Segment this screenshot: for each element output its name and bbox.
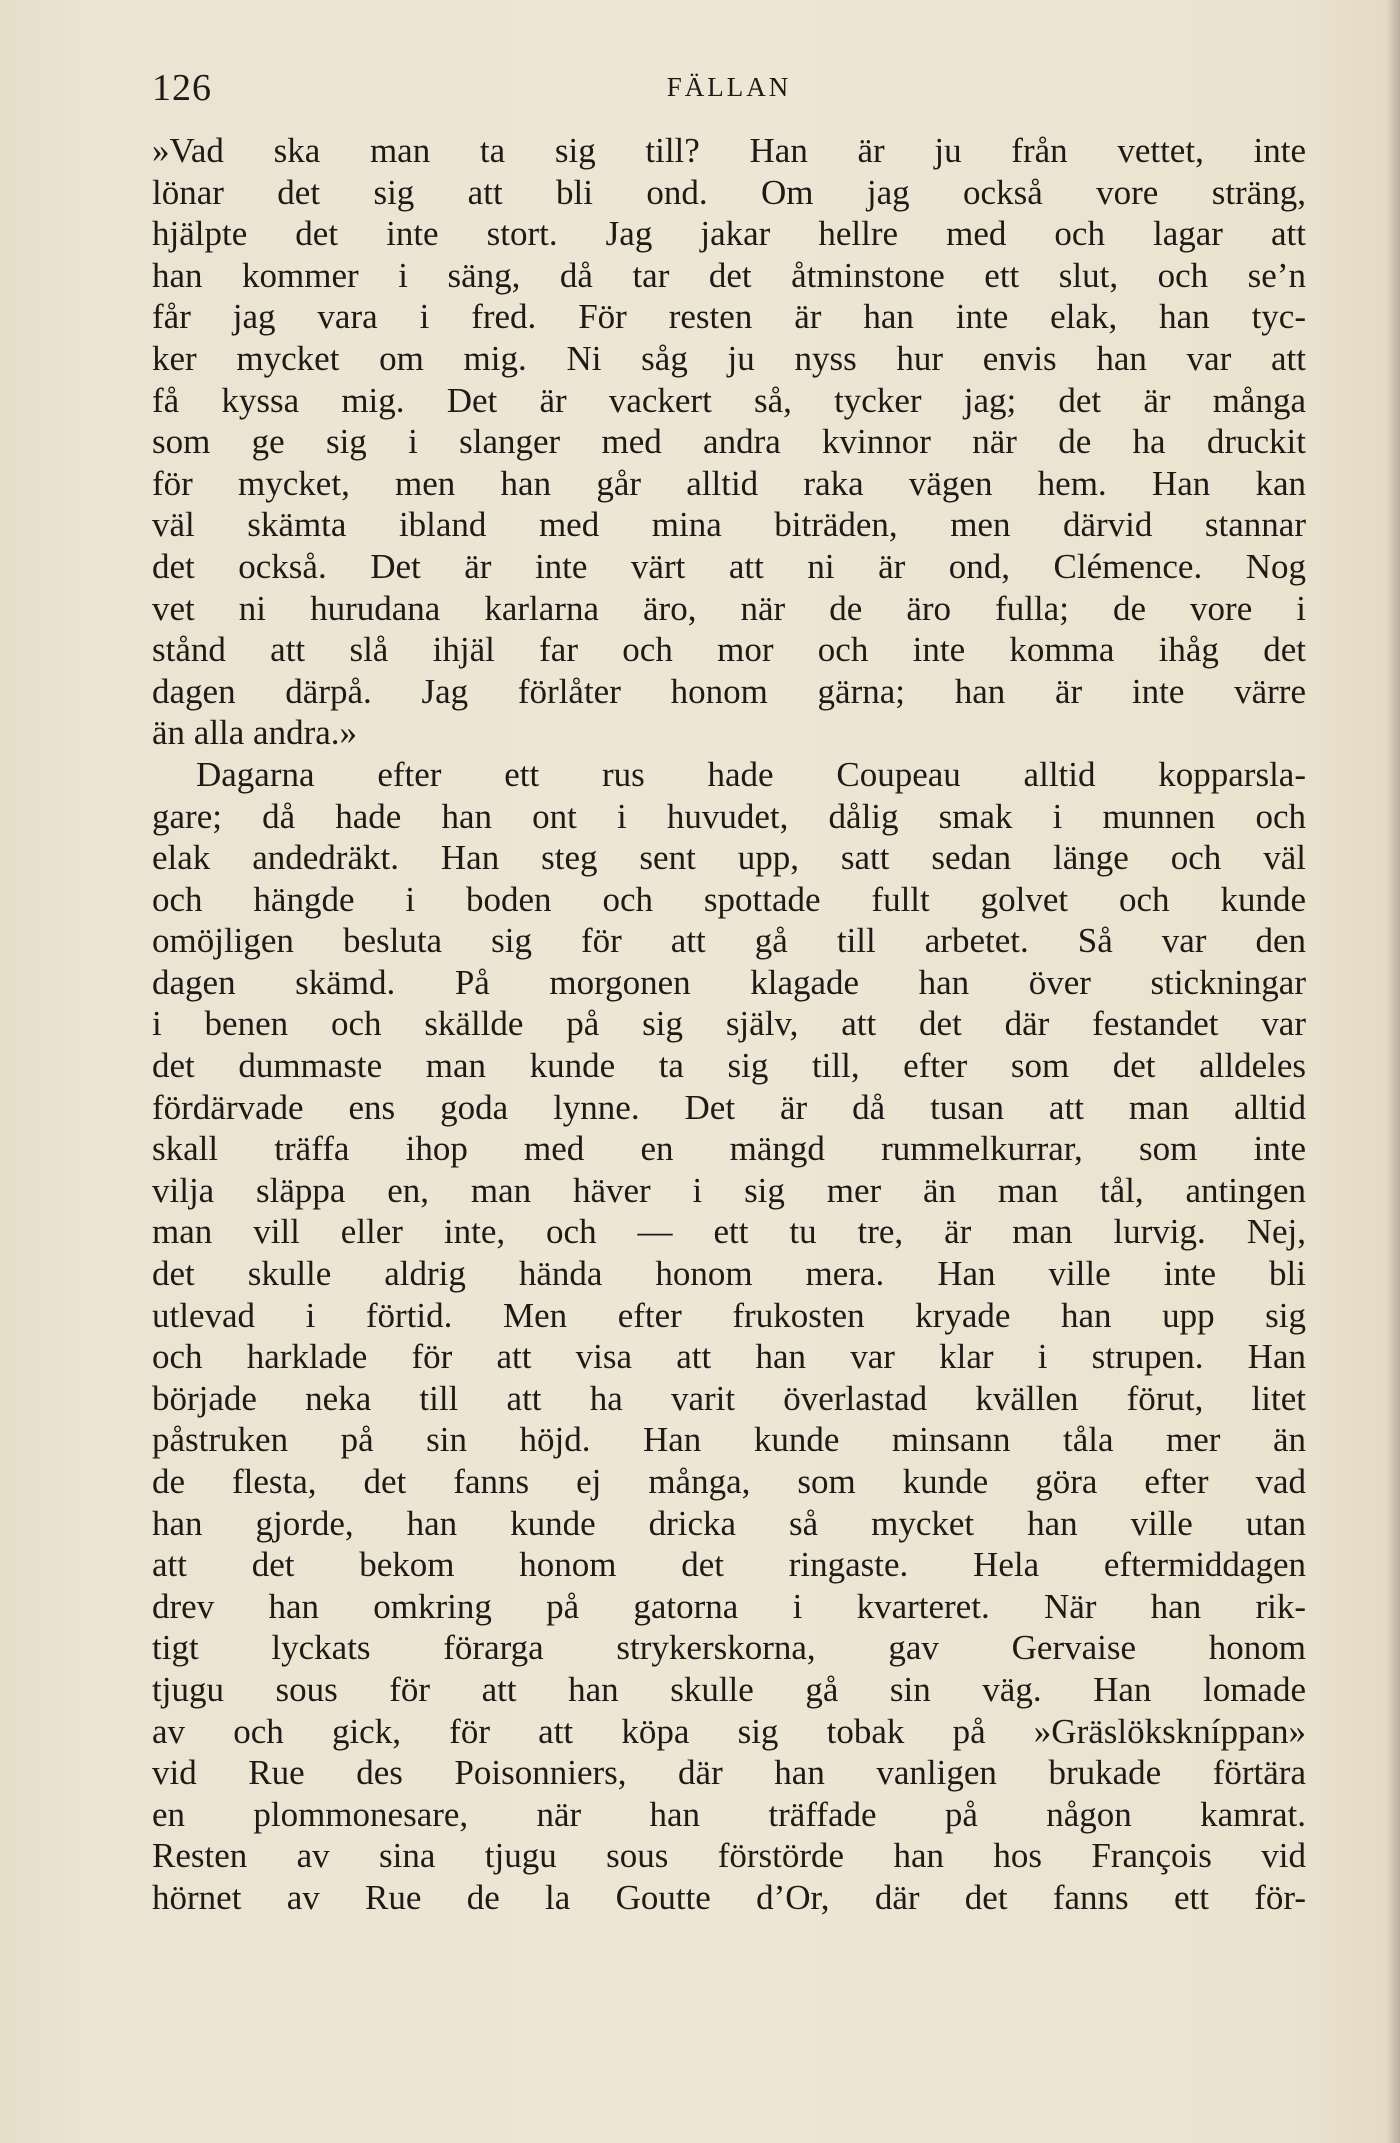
- text-line: får jag vara i fred. För resten är han inte elak, han tyc-: [152, 297, 1306, 337]
- text-line: än alla andra.»: [152, 713, 358, 753]
- text-line: började neka till att ha varit överlastad kvällen förut, litet: [152, 1378, 1306, 1418]
- text-line: en plommonesare, när han träffade på någon kamrat.: [152, 1794, 1306, 1834]
- text-line: Dagarna efter ett rus hade Coupeau alltid kopparsla-: [196, 754, 1306, 794]
- text-line: påstruken på sin höjd. Han kunde minsann tåla mer än: [152, 1420, 1306, 1460]
- text-line: utlevad i förtid. Men efter frukosten kryade han upp sig: [152, 1295, 1306, 1335]
- text-line: vilja släppa en, man häver i sig mer än man tål, antingen: [152, 1170, 1306, 1210]
- text-line: som ge sig i slanger med andra kvinnor när de ha druckit: [152, 422, 1306, 462]
- text-line: vid Rue des Poisonniers, där han vanligen brukade förtära: [152, 1753, 1306, 1793]
- text-line: han gjorde, han kunde dricka så mycket han ville utan: [152, 1503, 1306, 1543]
- text-line: och hängde i boden och spottade fullt golvet och kunde: [152, 879, 1306, 919]
- body-text: [152, 130, 1306, 1919]
- text-line: elak andedräkt. Han steg sent upp, satt sedan länge och väl: [152, 838, 1306, 878]
- text-line: för mycket, men han går alltid raka vägen hem. Han kan: [152, 463, 1306, 503]
- text-line: Resten av sina tjugu sous förstörde han hos François vid: [152, 1836, 1306, 1876]
- running-title: FÄLLAN: [666, 72, 792, 102]
- text-line: fördärvade ens goda lynne. Det är då tusan att man alltid: [152, 1087, 1306, 1127]
- text-line: omöjligen besluta sig för att gå till arbetet. Så var den: [152, 921, 1306, 961]
- text-line: och harklade för att visa att han var klar i strupen. Han: [152, 1337, 1306, 1377]
- text-line: väl skämta ibland med mina biträden, men därvid stannar: [152, 505, 1306, 545]
- text-line: det också. Det är inte värt att ni är ond, Clémence. Nog: [152, 546, 1306, 586]
- text-line: det skulle aldrig hända honom mera. Han ville inte bli: [152, 1254, 1306, 1294]
- text-line: drev han omkring på gatorna i kvarteret. När han rik-: [152, 1586, 1306, 1626]
- text-line: dagen därpå. Jag förlåter honom gärna; han är inte värre: [152, 671, 1306, 711]
- text-line: dagen skämd. På morgonen klagade han över stickningar: [152, 962, 1306, 1002]
- text-line: stånd att slå ihjäl far och mor och inte komma ihåg det: [152, 630, 1306, 670]
- text-line: han kommer i säng, då tar det åtminstone ett slut, och se’n: [152, 255, 1306, 295]
- text-line: få kyssa mig. Det är vackert så, tycker jag; det är många: [152, 380, 1306, 420]
- page-number: 126: [152, 67, 212, 109]
- text-line: hörnet av Rue de la Goutte d’Or, där det fanns ett för-: [152, 1877, 1306, 1917]
- text-line: vet ni hurudana karlarna äro, när de äro fulla; de vore i: [152, 588, 1306, 628]
- text-line: det dummaste man kunde ta sig till, efter som det alldeles: [152, 1046, 1306, 1086]
- text-line: av och gick, för att köpa sig tobak på »Gräslökskníppan»: [152, 1711, 1306, 1751]
- text-line: ker mycket om mig. Ni såg ju nyss hur envis han var att: [152, 338, 1306, 378]
- running-head: [152, 66, 1306, 116]
- page-edge-shadow: [1386, 0, 1400, 2143]
- text-line: tigt lyckats förarga strykerskorna, gav Gervaise honom: [152, 1628, 1306, 1668]
- text-line: skall träffa ihop med en mängd rummelkurrar, som inte: [152, 1129, 1306, 1169]
- text-line: man vill eller inte, och — ett tu tre, är man lurvig. Nej,: [152, 1212, 1306, 1252]
- text-line: hjälpte det inte stort. Jag jakar hellre med och lagar att: [152, 214, 1306, 254]
- text-line: de flesta, det fanns ej många, som kunde göra efter vad: [152, 1462, 1306, 1501]
- text-line: att det bekom honom det ringaste. Hela eftermiddagen: [152, 1545, 1306, 1585]
- text-line: gare; då hade han ont i huvudet, dålig smak i munnen och: [152, 796, 1306, 836]
- text-line: »Vad ska man ta sig till? Han är ju från vettet, inte: [152, 131, 1306, 170]
- text-line: i benen och skällde på sig själv, att det där festandet var: [152, 1004, 1306, 1044]
- text-line: lönar det sig att bli ond. Om jag också vore sträng,: [152, 172, 1306, 212]
- text-line: tjugu sous för att han skulle gå sin väg. Han lomade: [152, 1669, 1306, 1709]
